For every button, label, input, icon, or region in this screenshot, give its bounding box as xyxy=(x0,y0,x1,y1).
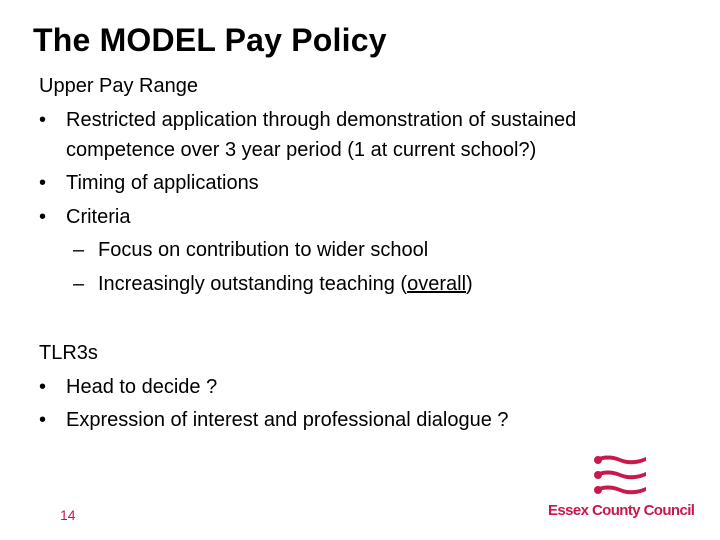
bullet-mark: • xyxy=(39,409,47,431)
logo-text: Essex County Council xyxy=(548,502,695,519)
section-heading-upper-pay-range: Upper Pay Range xyxy=(39,75,198,97)
sub-bullet-text-start: Increasingly outstanding teaching ( xyxy=(98,272,408,295)
three-seaxes-icon xyxy=(592,452,650,500)
dash-mark: – xyxy=(73,239,85,261)
slide-title: The MODEL Pay Policy xyxy=(33,22,387,58)
bullet-text: Expression of interest and professional dialogue ? xyxy=(66,409,509,431)
bullet-mark: • xyxy=(39,205,47,228)
bullet-item xyxy=(39,205,709,239)
sub-bullet-text: Focus on contribution to wider school xyxy=(98,239,429,261)
slide-number: 14 xyxy=(60,507,76,523)
underlined-word-overall: overall xyxy=(407,272,467,295)
sub-bullet-text xyxy=(98,272,473,296)
bullet-item xyxy=(39,408,709,442)
bullet-mark: • xyxy=(39,375,47,398)
bullet-text: competence over 3 year period (1 at current school?) xyxy=(66,138,537,161)
bullet-text: Head to decide ? xyxy=(66,375,218,398)
sub-bullet-item xyxy=(39,238,709,272)
section-gap xyxy=(39,305,709,341)
bullet-text: Criteria xyxy=(66,205,131,228)
bullet-text: Timing of applications xyxy=(66,172,259,194)
bullet-continuation xyxy=(39,138,709,172)
bullet-item xyxy=(39,171,709,205)
bullet-mark: • xyxy=(39,108,47,131)
bullet-mark: • xyxy=(39,172,47,194)
sub-bullet-text-end: ) xyxy=(466,272,473,295)
section-heading-tlr3s: TLR3s xyxy=(39,342,98,364)
essex-county-council-logo xyxy=(548,452,694,524)
sub-bullet-item xyxy=(39,272,709,306)
dash-mark: – xyxy=(73,272,85,295)
slide-body xyxy=(39,74,709,442)
bullet-text: Restricted application through demonstration of sustained xyxy=(66,108,577,131)
bullet-item xyxy=(39,375,709,409)
bullet-item xyxy=(39,108,709,138)
